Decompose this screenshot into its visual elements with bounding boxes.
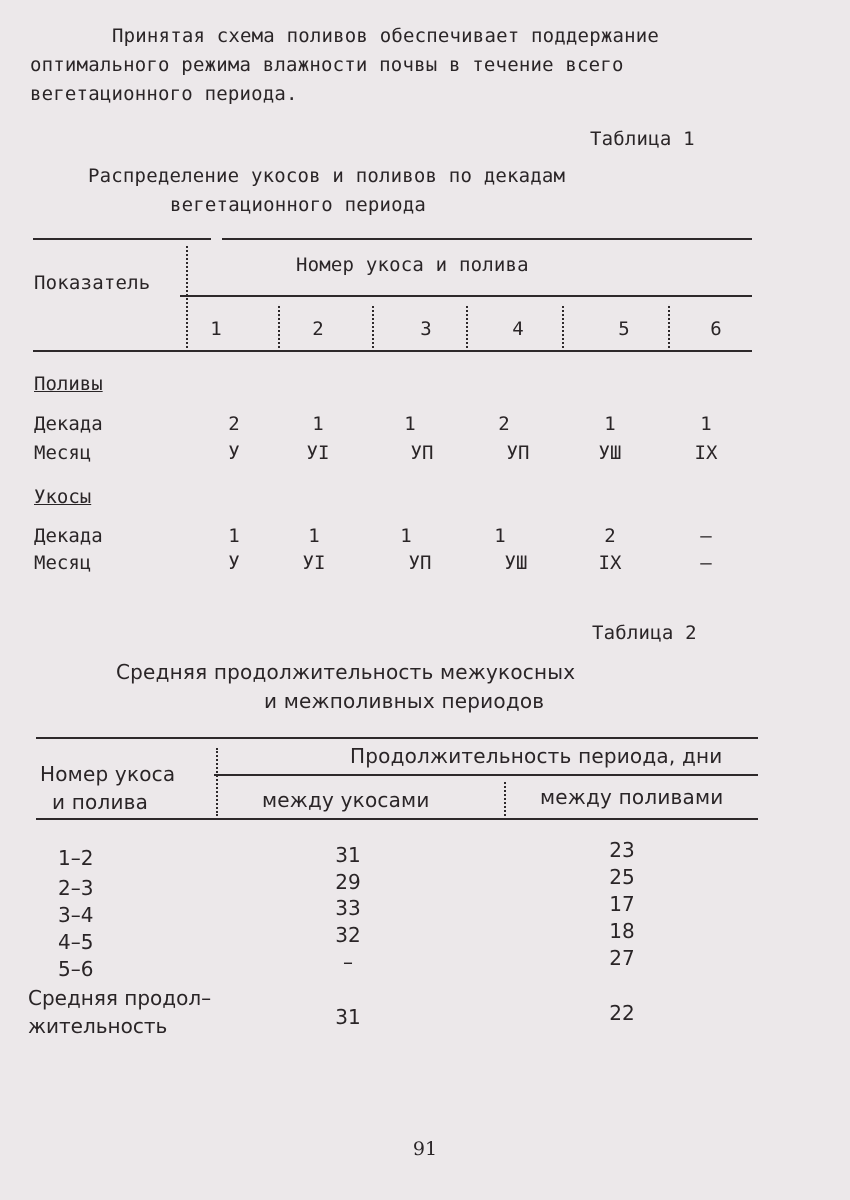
table2-avg-cell: 22: [609, 1001, 635, 1025]
table1-col-sep-5: [668, 306, 674, 348]
table1-cell: 1: [228, 525, 240, 547]
table2-cell: 31: [335, 843, 361, 867]
table1-cell: 1: [494, 525, 506, 547]
table1-cell: 2: [604, 525, 616, 547]
table1-title-line1: Распределение укосов и поливов по декадам: [88, 165, 566, 187]
table1-section-ukosy: Укосы: [34, 486, 92, 508]
table2-row-label: 3–4: [58, 903, 94, 927]
table1-cell: УШ: [504, 552, 528, 574]
table1-cell: 1: [400, 525, 412, 547]
table1-cell: 1: [312, 413, 324, 435]
table1-group-header: Номер укоса и полива: [296, 254, 529, 276]
table1-polivy-dekada-label: Декада: [34, 413, 103, 435]
table2-row-label: 1–2: [58, 846, 94, 870]
table2-cell: 25: [609, 865, 635, 889]
table1-cell: 2: [228, 413, 240, 435]
table1-cell: УП: [408, 552, 432, 574]
table1-col-sep-1: [278, 306, 284, 348]
table2-stub-header-line2: и полива: [52, 790, 149, 814]
table1-col-3: 3: [420, 318, 432, 340]
table1-top-rule-left: [33, 238, 211, 240]
table2-top-rule: [36, 737, 758, 739]
table1-section-polivy: Поливы: [34, 373, 103, 395]
table1-cell: У: [228, 552, 240, 574]
table1-cell: УI: [302, 552, 326, 574]
table1-cell: 1: [308, 525, 320, 547]
table2-title-line1: Средняя продолжительность межукосных: [116, 660, 576, 684]
table1-cell: УП: [410, 442, 434, 464]
table2-cell: 29: [335, 870, 361, 894]
table1-cell: –: [700, 525, 712, 547]
table2-cell: –: [343, 950, 353, 974]
table1-group-rule: [180, 295, 752, 297]
table1-cell: IX: [598, 552, 622, 574]
table1-cell: 2: [498, 413, 510, 435]
table1-cell: 1: [604, 413, 616, 435]
intro-paragraph: [30, 22, 770, 109]
table2-cell: 33: [335, 896, 361, 920]
table2-title-line2: и межполивных периодов: [264, 689, 545, 713]
table2-group-rule: [214, 774, 758, 776]
table1-cell: УI: [306, 442, 330, 464]
table1-top-rule-right: [222, 238, 752, 240]
table2-avg-label-line1: Средняя продол–: [28, 986, 212, 1010]
table1-ukosy-mesyac-label: Месяц: [34, 552, 92, 574]
table2-row-label: 5–6: [58, 957, 94, 981]
table1-label: Таблица 1: [590, 128, 695, 150]
table2-cell: 17: [609, 892, 635, 916]
table1-col-sep-4: [562, 306, 568, 348]
table1-col-1: 1: [210, 318, 222, 340]
table1-cell: 1: [404, 413, 416, 435]
table1-header-rule: [33, 350, 752, 352]
intro-line-1: Принятая схема поливов обеспечивает поддержание: [112, 25, 660, 47]
table2-header-rule: [36, 818, 758, 820]
table1-cell: УШ: [598, 442, 622, 464]
table2-stub-separator: [216, 748, 222, 816]
table2-col-separator: [504, 782, 510, 816]
table1-polivy-mesyac-label: Месяц: [34, 442, 92, 464]
table2-cell: 32: [335, 923, 361, 947]
table1-cell: УП: [506, 442, 530, 464]
table1-col-sep-2: [372, 306, 378, 348]
table1-stub-header: Показатель: [34, 272, 151, 294]
table2-cell: 27: [609, 946, 635, 970]
table2-col2-header: между поливами: [540, 785, 724, 809]
intro-line-3: вегетационного периода.: [30, 83, 298, 105]
table1-title-line2: вегетационного периода: [170, 194, 427, 216]
table2-cell: 18: [609, 919, 635, 943]
table1-cell: 1: [700, 413, 712, 435]
table1-col-sep-3: [466, 306, 472, 348]
table1-col-6: 6: [710, 318, 722, 340]
table1-col-4: 4: [512, 318, 524, 340]
table2-avg-label-line2: жительность: [28, 1014, 168, 1038]
intro-line-2: оптимального режима влажности почвы в течение всего: [30, 54, 624, 76]
table1-ukosy-dekada-label: Декада: [34, 525, 103, 547]
table1-col-2: 2: [312, 318, 324, 340]
table2-group-header: Продолжительность периода, дни: [350, 744, 723, 768]
table2-col1-header: между укосами: [262, 788, 430, 812]
table1-cell: У: [228, 442, 240, 464]
table2-stub-header-line1: Номер укоса: [40, 762, 176, 786]
table2-row-label: 2–3: [58, 876, 94, 900]
table1-col-5: 5: [618, 318, 630, 340]
table2-label: Таблица 2: [592, 622, 697, 644]
table2-cell: 23: [609, 838, 635, 862]
table1-cell: IX: [694, 442, 718, 464]
table2-avg-cell: 31: [335, 1005, 361, 1029]
table1-cell: –: [700, 552, 712, 574]
page-number: 91: [412, 1138, 438, 1160]
table2-row-label: 4–5: [58, 930, 94, 954]
